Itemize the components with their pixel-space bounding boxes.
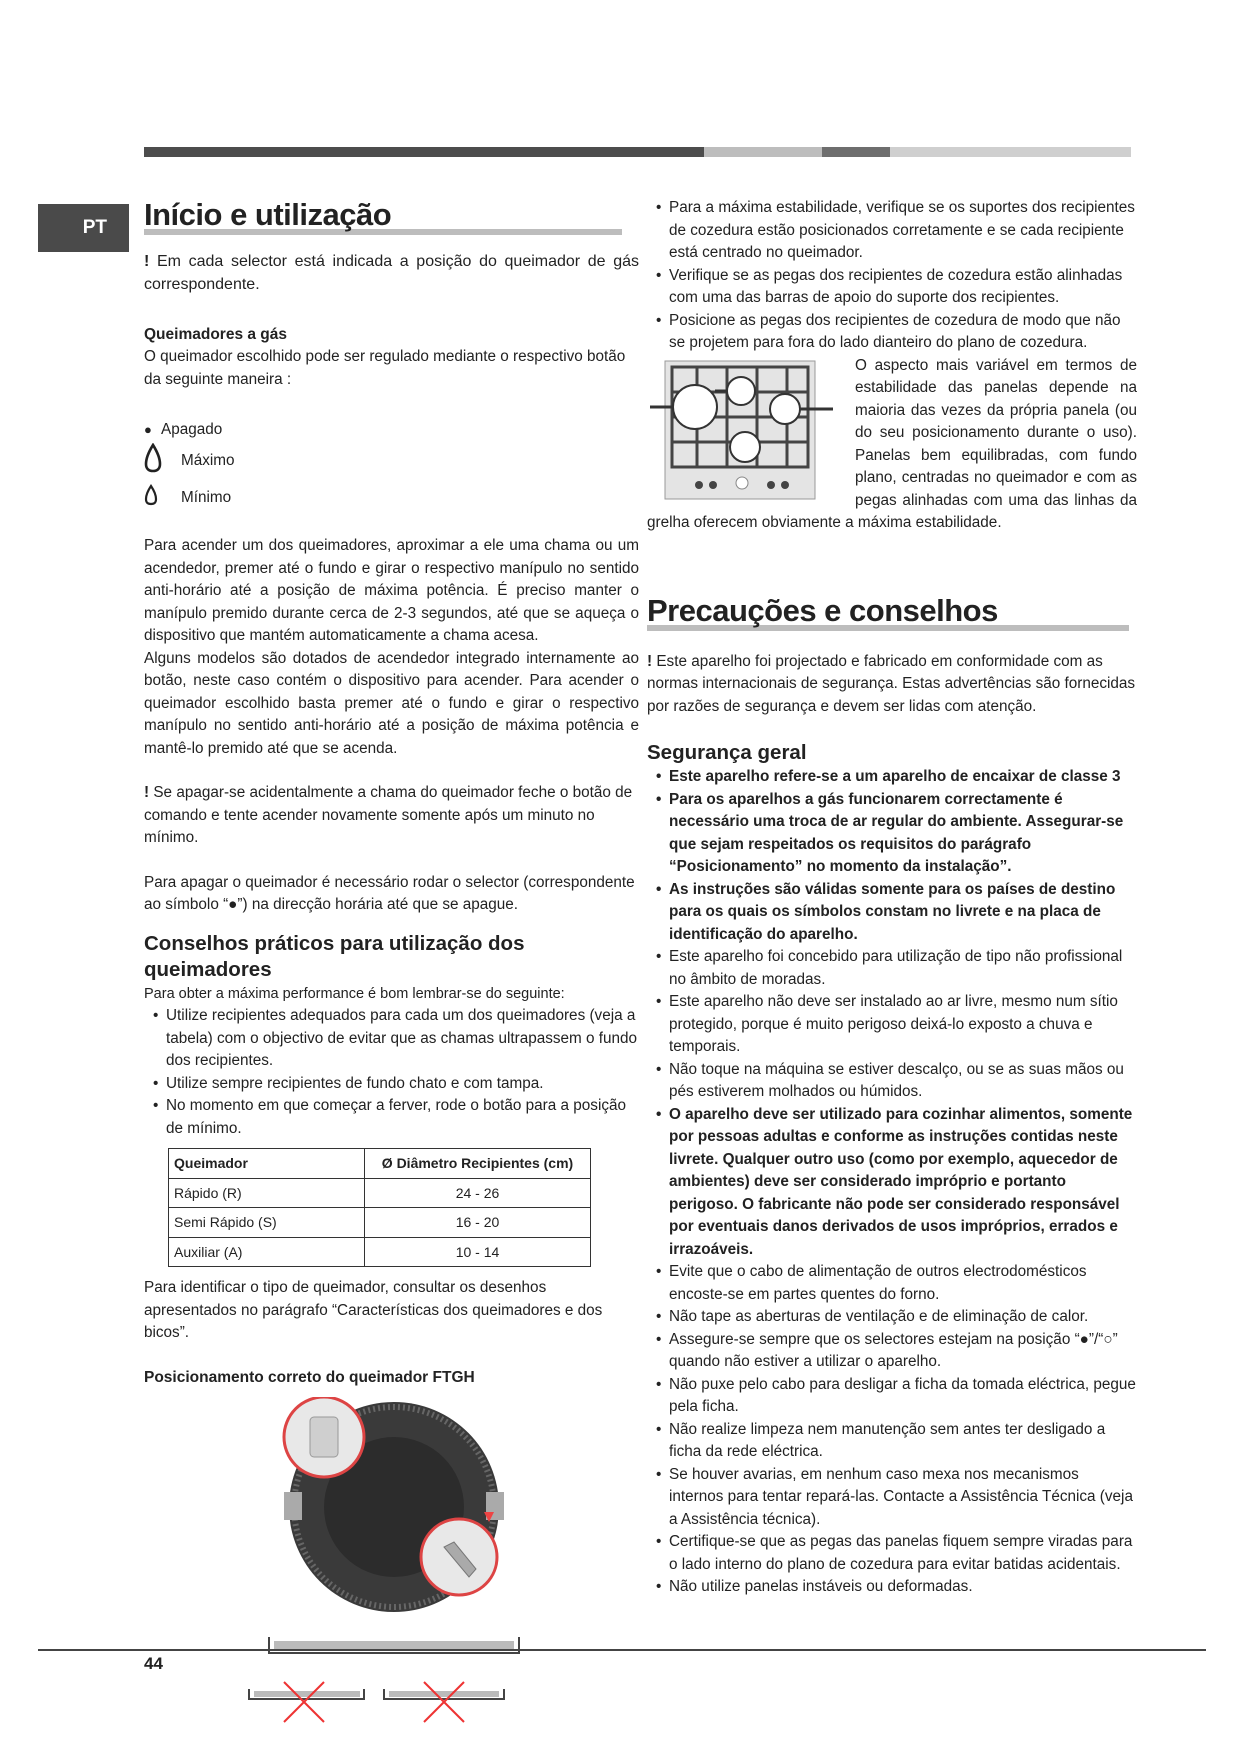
safety-item: • Este aparelho refere-se a um aparelho de encaixar de classe 3 (647, 766, 1137, 789)
section-title-start (144, 197, 639, 233)
table-cell: Rápido (R) (169, 1178, 365, 1208)
table-cell: Semi Rápido (S) (169, 1208, 365, 1238)
safety-item: • Certifique-se que as pegas das panelas fiquem sempre viradas para o lado interno do plano de cozedura para evitar batidas acidentais. (647, 1531, 1137, 1576)
burner-diagram (244, 1397, 644, 1727)
tip-item: • Utilize sempre recipientes de fundo chato e com tampa. (144, 1073, 639, 1096)
gas-heading: Queimadores a gás (144, 326, 288, 343)
table-header-row (169, 1149, 591, 1179)
section-title-precautions (647, 593, 1137, 629)
stability-item: • Verifique se as pegas dos recipientes de cozedura estão alinhadas com uma das barras de apoio do suporte dos recipientes. (647, 265, 1137, 310)
hob-block (647, 355, 1137, 535)
table-row (169, 1208, 591, 1238)
table-header: Queimador (169, 1149, 365, 1179)
safety-item: • Não realize limpeza nem manutenção sem antes ter desligado a ficha da rede eléctrica. (647, 1419, 1137, 1464)
safety-item: • Se houver avarias, em nenhum caso mexa nos mecanismos internos para tentar repará-las. Contacte a Assistência Técnica (veja a Assistência técnica). (647, 1464, 1137, 1532)
footer-rule (38, 1649, 1206, 1651)
hob-diagram (647, 357, 837, 503)
gas-text: O queimador escolhido pode ser regulado mediante o respectivo botão da seguinte maneira : (144, 348, 626, 388)
state-max: Máximo (144, 443, 639, 480)
large-flame-icon (144, 443, 181, 481)
safety-item: • As instruções são válidas somente para os países de destino para os quais os símbolos constam no livrete e na placa de identificação do aparelho. (647, 879, 1137, 947)
warning-note: ! Se apagar-se acidentalmente a chama do queimador feche o botão de comando e tente acender novamente somente após um minuto no mínimo. (144, 784, 633, 846)
left-column (144, 197, 639, 1727)
safety-item: • Não utilize panelas instáveis ou deformadas. (647, 1576, 1137, 1599)
right-column (647, 197, 1137, 1599)
page-number: 44 (144, 1654, 163, 1673)
safety-item: • Não toque na máquina se estiver descalço, ou se as suas mãos ou pés estiverem molhados ou húmidos. (647, 1059, 1137, 1104)
ignite-text-1: Para acender um dos queimadores, aproximar a ele uma chama ou um acendedor, premer até o fundo e girar o respectivo manípulo no sentido anti-horário até a posição de máxima potência. É preciso manter o manípulo premido durante cerca de 2-3 segundos, até que se aqueça o dispositivo que mantém automaticamente a chama acesa. (144, 537, 639, 644)
precautions-title: Precauções e conselhos (647, 592, 998, 628)
stability-item: • Posicione as pegas dos recipientes de cozedura de modo que não se projetem para fora do lado dianteiro do plano de cozedura. (647, 310, 1137, 355)
precautions-intro: ! Este aparelho foi projectado e fabricado em conformidade com as normas internacionais de segurança. Estas advertências são fornecidas por razões de segurança e devem ser lidas com atenção. (647, 652, 1136, 715)
ignite-text-2: Alguns modelos são dotados de acendedor integrado internamente ao botão, neste caso contém o dispositivo para acender. Para acender o queimador escolhido basta premer até o fundo e girar o respectivo manípulo no sentido anti-horário até a posição de máxima potência e mantê-lo premido até que se acenda. (144, 649, 639, 757)
safety-item: • Este aparelho não deve ser instalado ao ar livre, mesmo num sítio protegido, porque é muito perigoso deixá-lo exposto a chuva e temporais. (647, 991, 1137, 1059)
header-bar (144, 147, 1131, 157)
safety-heading: Segurança geral (647, 741, 807, 764)
safety-item: • Evite que o cabo de alimentação de outros electrodomésticos encoste-se em partes quentes do forno. (647, 1261, 1137, 1306)
state-min: Mínimo (144, 480, 639, 517)
small-flame-icon (144, 484, 181, 514)
safety-item: • Este aparelho foi concebido para utilização de tipo não profissional no âmbito de moradas. (647, 946, 1137, 991)
table-row (169, 1178, 591, 1208)
language-tab: PT (38, 204, 129, 252)
page-title: Início e utilização (144, 197, 392, 232)
table-cell: Auxiliar (A) (169, 1237, 365, 1267)
table-row (169, 1237, 591, 1267)
off-text: Para apagar o queimador é necessário rodar o selector (correspondente ao símbolo “●”) na direcção horária até que se apague. (144, 873, 635, 913)
safety-list (647, 766, 1137, 1599)
identify-text: Para identificar o tipo de queimador, consultar os desenhos apresentados no parágrafo “Características dos queimadores e dos bicos”. (144, 1279, 603, 1341)
hob-text: O aspecto mais variável em termos de estabilidade das panelas depende na maioria das vezes da própria panela (ou do seu posicionamento durante o uso). Panelas bem equilibradas, com fundo plano, centradas no queimador e com as pegas alinhadas com uma das linhas da grelha oferecem obviamente a máxima estabilidade. (647, 356, 1137, 531)
safety-item: • O aparelho deve ser utilizado para cozinhar alimentos, somente por pessoas adultas e conforme as instruções contidas neste livrete. Qualquer outro uso (como por exemplo, aquecedor de ambientes) deve ser considerado impróprio e portanto perigoso. O fabricante não pode ser considerado responsável por eventuais danos derivados de usos impróprios, errados e irrazoáveis. (647, 1104, 1137, 1262)
stability-item: • Para a máxima estabilidade, verifique se os suportes dos recipientes de cozedura estão posicionados corretamente e se cada recipiente está centrado no queimador. (647, 197, 1137, 265)
intro-note: ! Em cada selector está indicada a posição do queimador de gás correspondente. (144, 253, 639, 293)
safety-item: • Assegure-se sempre que os selectores estejam na posição “●”/“○” quando não estiver a utilizar o aparelho. (647, 1329, 1137, 1374)
table-cell: 24 - 26 (365, 1178, 591, 1208)
safety-item: • Não tape as aberturas de ventilação e de eliminação de calor. (647, 1306, 1137, 1329)
tip-item: • No momento em que começar a ferver, rode o botão para a posição de mínimo. (144, 1095, 639, 1140)
table-cell: 16 - 20 (365, 1208, 591, 1238)
table-header: Ø Diâmetro Recipientes (cm) (365, 1149, 591, 1179)
table-cell: 10 - 14 (365, 1237, 591, 1267)
ftgh-heading: Posicionamento correto do queimador FTGH (144, 1368, 475, 1386)
tips-intro: Para obter a máxima performance é bom lembrar-se do seguinte: (144, 985, 565, 1002)
tip-item: • Utilize recipientes adequados para cada um dos queimadores (veja a tabela) com o objectivo de evitar que as chamas ultrapassem o fundo dos recipientes. (144, 1005, 639, 1073)
safety-item: • Não puxe pelo cabo para desligar a ficha da tomada eléctrica, pegue pela ficha. (647, 1374, 1137, 1419)
safety-item: • Para os aparelhos a gás funcionarem correctamente é necessário uma troca de ar regular do ambiente. Assegurar-se que sejam respeitados os requisitos do parágrafo “Posicionamento” no momento da instalação”. (647, 789, 1137, 879)
filled-dot-icon: ● (144, 421, 152, 437)
tips-heading: Conselhos práticos para utilização dos queimadores (144, 931, 525, 981)
state-off: ● Apagado (144, 417, 639, 443)
diameter-table (168, 1148, 591, 1267)
